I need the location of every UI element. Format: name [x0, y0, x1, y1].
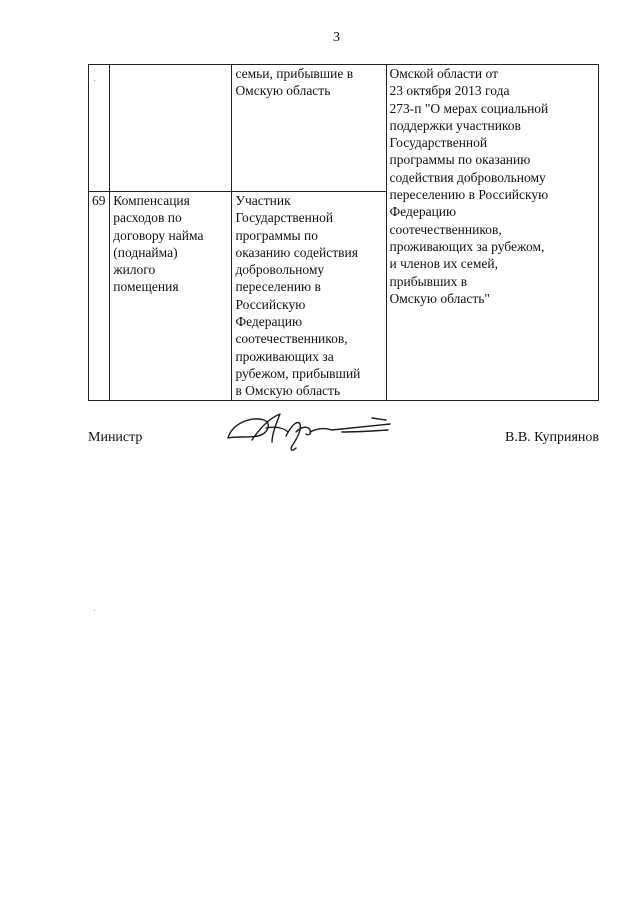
benefit-name-cell — [110, 65, 232, 192]
table-row-continuation — [89, 65, 599, 192]
row-number-cell — [89, 65, 110, 192]
signature-block — [88, 430, 599, 450]
scan-dot — [94, 80, 95, 81]
benefit-name-cell: Компенсация расходов по договору найма (поднайма) жилого помещения — [110, 192, 232, 401]
benefits-table — [88, 64, 599, 401]
row-number-cell: 69 — [89, 192, 110, 401]
page-number: 3 — [333, 30, 340, 45]
legal-basis-cell: Омской области от 23 октября 2013 года 273-п "О мерах социальной поддержки участников Государственной программы по оказанию содействия добровольному переселению в Российскую Федерацию соотечественников, проживающих за рубежом, и членов их семей, прибывших в Омскую область" — [386, 65, 599, 401]
signatory-name: В.В. Куприянов — [505, 430, 599, 445]
recipients-cell: Участник Государственной программы по оказанию содействия добровольному переселению в Российскую Федерацию соотечественников, проживающих за рубежом, прибывший в Омскую область — [232, 192, 386, 401]
signatory-title: Министр — [88, 430, 143, 445]
recipients-cell: семьи, прибывшие в Омскую область — [232, 65, 386, 192]
scan-dot — [94, 610, 95, 611]
